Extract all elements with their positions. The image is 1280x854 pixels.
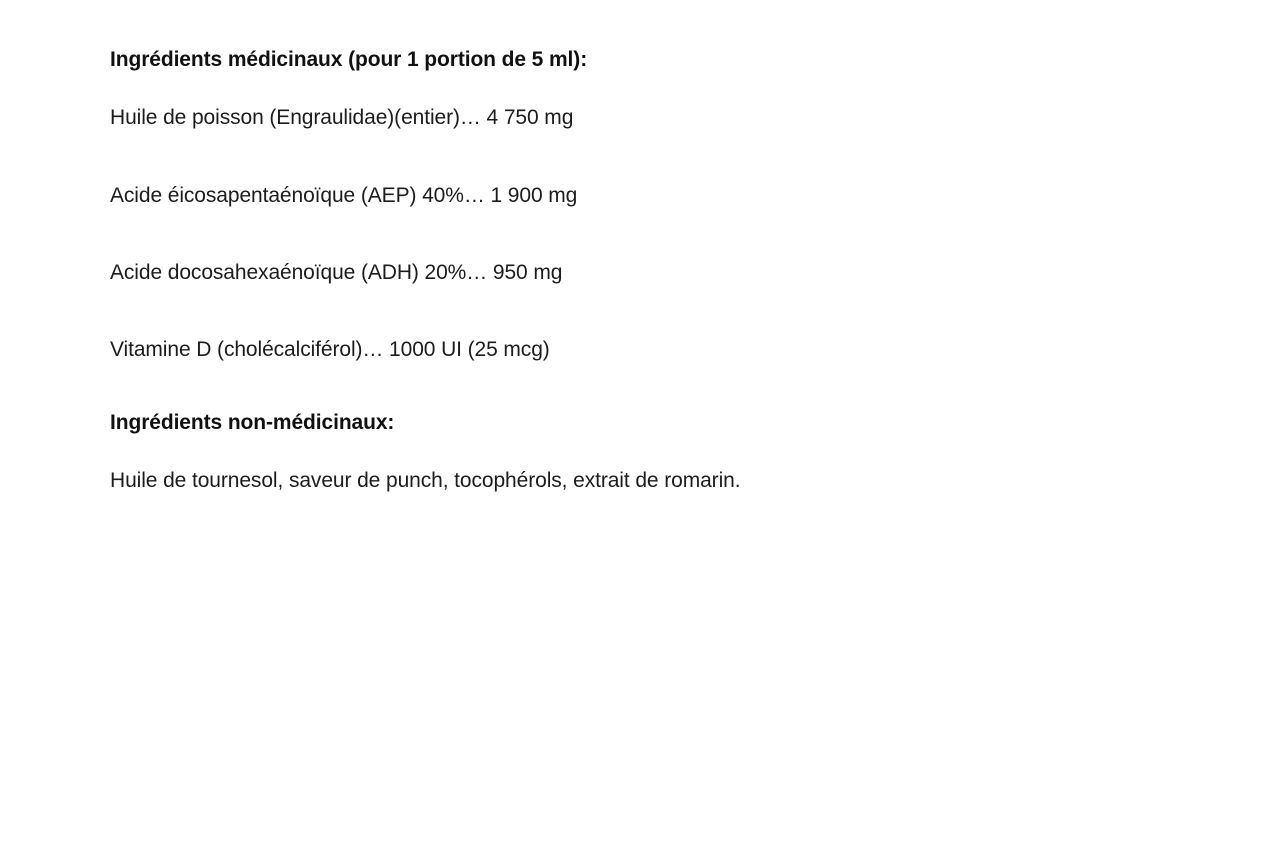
medicinal-ingredient-item: Vitamine D (cholécalciférol)… 1000 UI (25 mcg) [110, 338, 550, 362]
medicinal-ingredient-item: Acide docosahexaénoïque (ADH) 20%… 950 mg [110, 261, 563, 285]
medicinal-ingredients-section [110, 46, 1170, 365]
medicinal-ingredient-item: Huile de poisson (Engraulidae)(entier)… 4 750 mg [110, 106, 574, 130]
medicinal-ingredient-item: Acide éicosapentaénoïque (AEP) 40%… 1 900 mg [110, 183, 578, 207]
non-medicinal-ingredients-section [110, 409, 1170, 496]
non-medicinal-ingredients-heading: Ingrédients non-médicinaux: [110, 410, 395, 434]
non-medicinal-ingredients-text: Huile de tournesol, saveur de punch, tocophérols, extrait de romarin. [110, 469, 741, 493]
medicinal-ingredients-heading: Ingrédients médicinaux (pour 1 portion de 5 ml): [110, 48, 588, 71]
